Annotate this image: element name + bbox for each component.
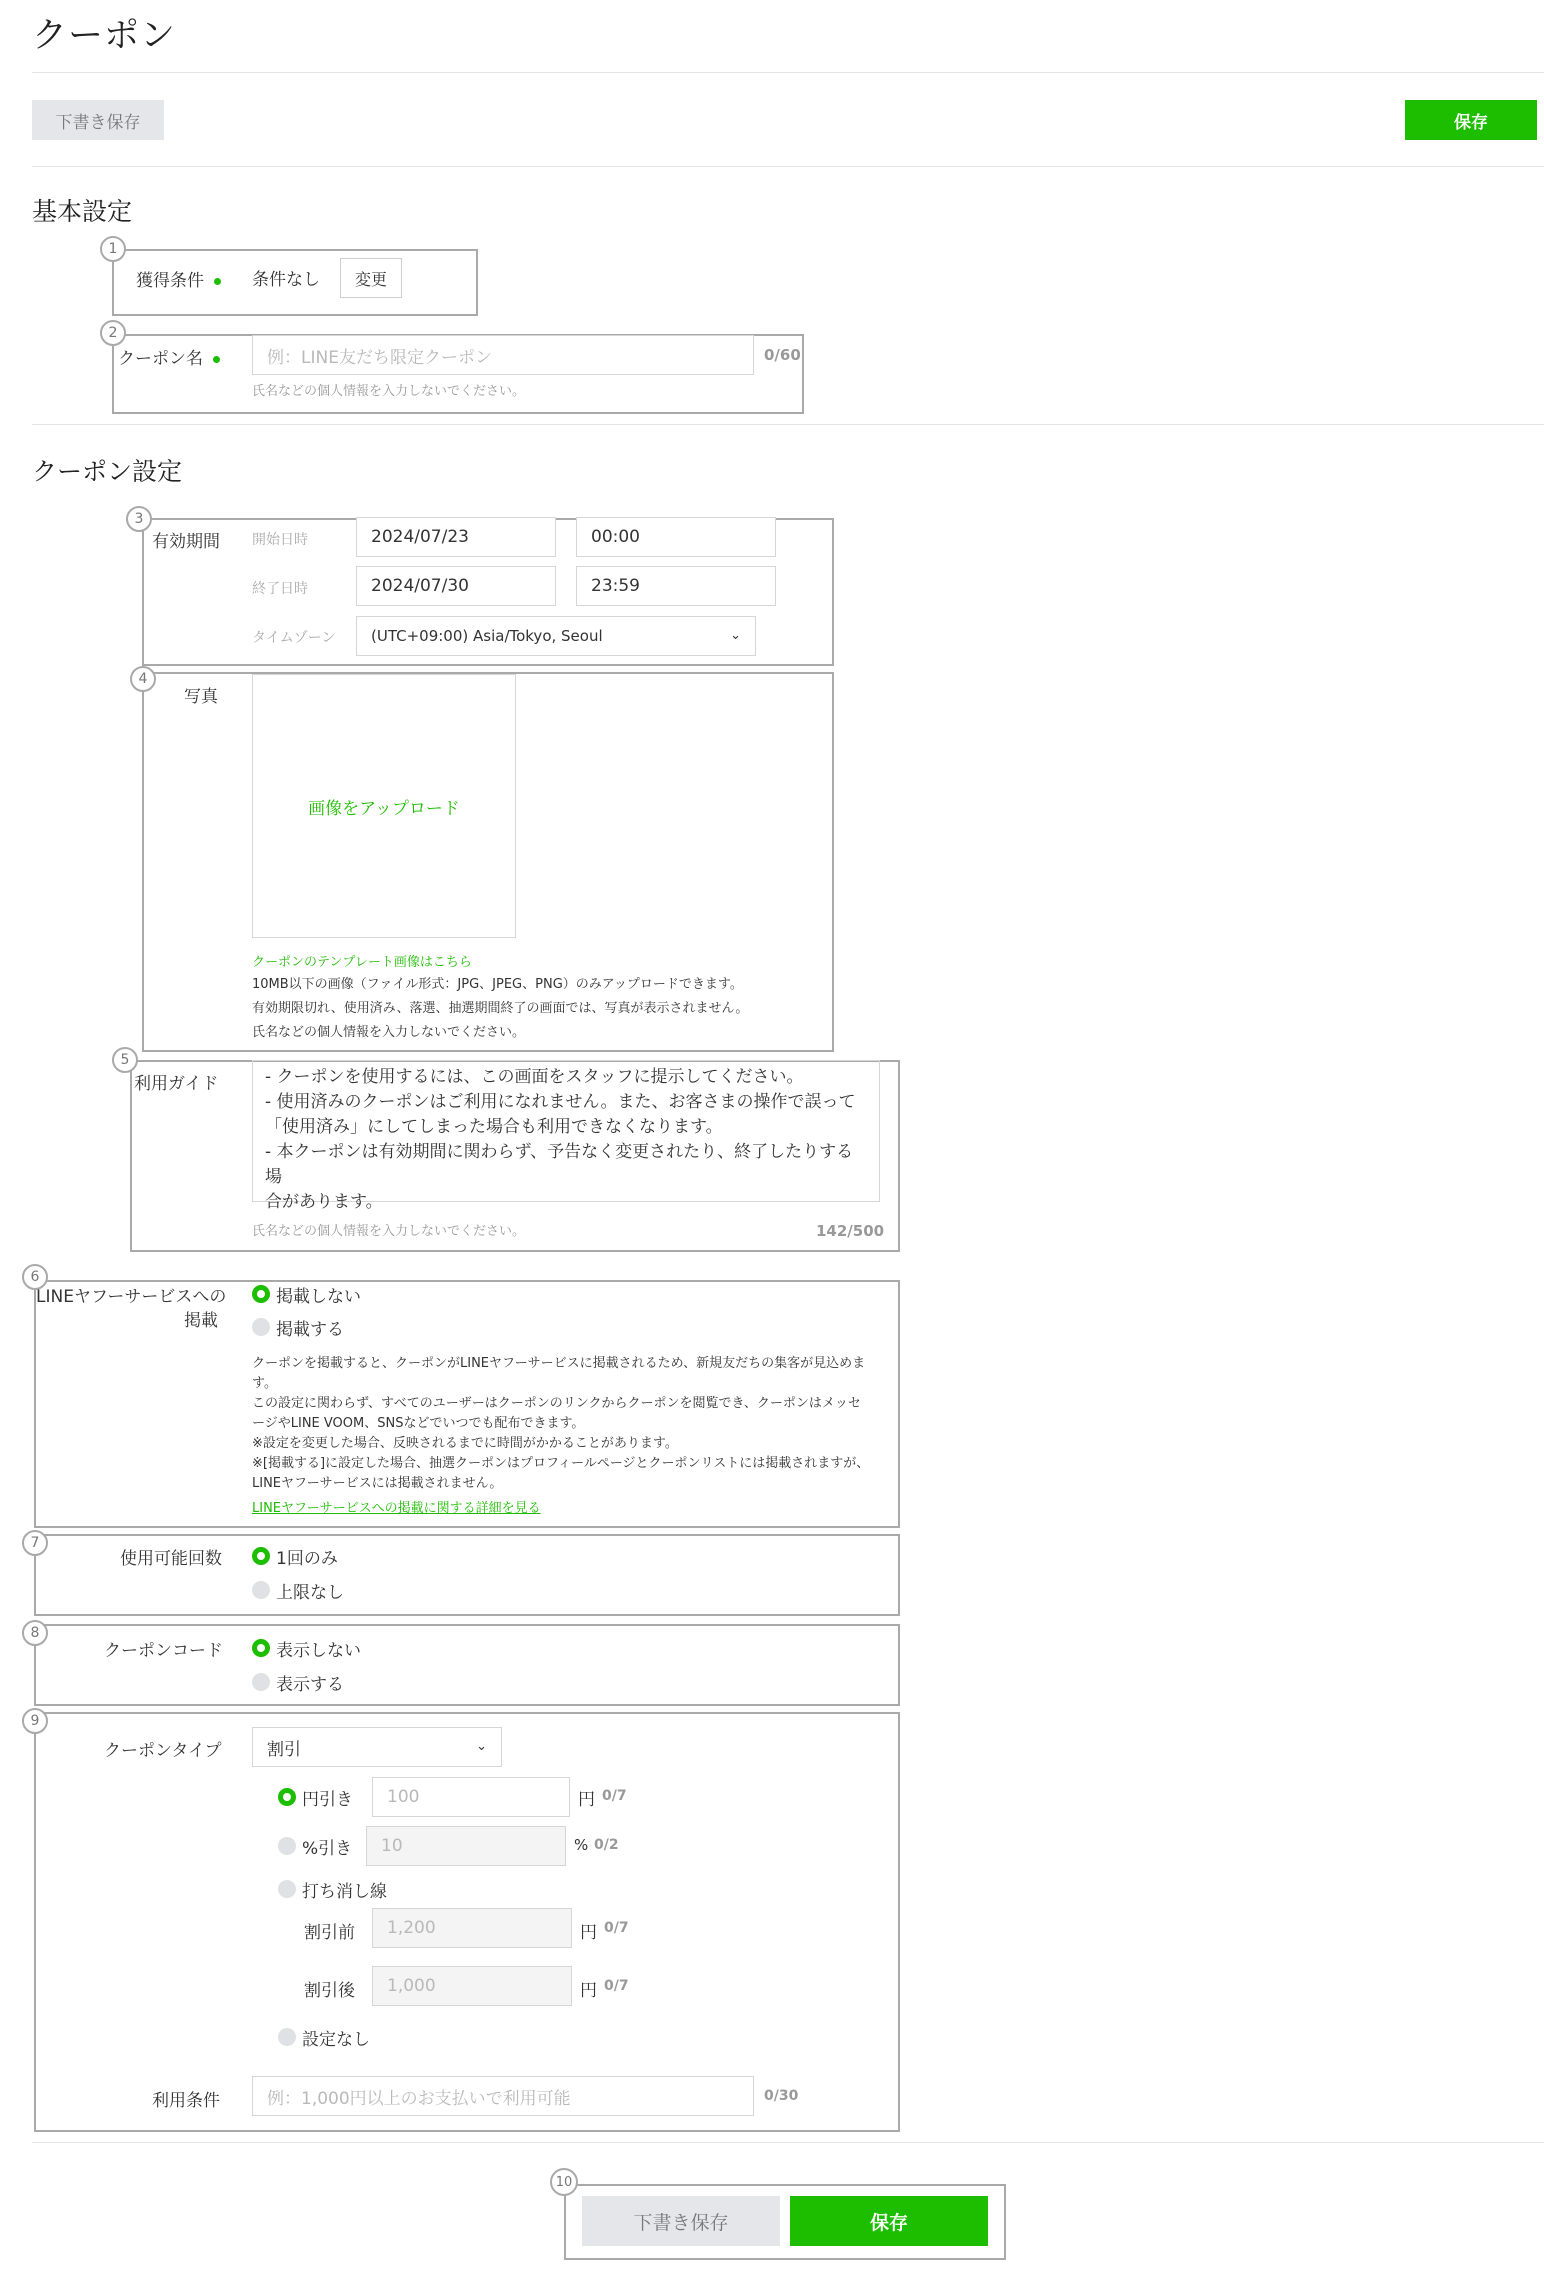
start-date-input[interactable]: 2024/07/23 xyxy=(356,517,556,557)
listing-note: LINEヤフーサービスには掲載されません。 xyxy=(252,1476,503,1491)
draft-save-button[interactable]: 下書き保存 xyxy=(32,100,164,140)
yen-off-label: 円引き xyxy=(302,1790,353,1810)
yen-off-input[interactable]: 100 xyxy=(372,1777,570,1817)
divider xyxy=(32,72,1544,73)
percent-count: 0/2 xyxy=(594,1837,619,1853)
end-date-input[interactable]: 2024/07/30 xyxy=(356,566,556,606)
radio-uses-once[interactable] xyxy=(252,1547,270,1565)
coupon-name-input[interactable]: 例：LINE友だち限定クーポン xyxy=(252,335,754,375)
photo-label: 写真 xyxy=(184,687,218,707)
after-count: 0/7 xyxy=(604,1978,629,1994)
marker-4: 4 xyxy=(130,666,156,692)
chevron-down-icon: ⌄ xyxy=(476,1739,487,1754)
radio-yen-off[interactable] xyxy=(278,1788,296,1806)
guide-count: 142/500 xyxy=(816,1222,885,1240)
divider xyxy=(32,2142,1544,2143)
marker-1: 1 xyxy=(100,236,126,262)
marker-6: 6 xyxy=(22,1264,48,1290)
end-label: 終了日時 xyxy=(252,581,308,597)
period-label: 有効期間 xyxy=(152,532,220,552)
yen-count: 0/7 xyxy=(602,1788,627,1804)
before-unit: 円 xyxy=(580,1923,597,1943)
upload-label: 画像をアップロード xyxy=(308,798,460,819)
radio-uses-unlimited[interactable] xyxy=(252,1581,270,1599)
percent-unit: % xyxy=(574,1836,589,1854)
section-title-basic: 基本設定 xyxy=(32,197,133,226)
after-unit: 円 xyxy=(580,1981,597,2001)
radio-percent-off[interactable] xyxy=(278,1837,296,1855)
listing-note: ※[掲載する]に設定した場合、抽選クーポンはプロフィールページとクーポンリストには掲載されますが、 xyxy=(252,1456,870,1471)
guide-note: 氏名などの個人情報を入力しないでください。 xyxy=(252,1224,526,1239)
marker-2: 2 xyxy=(100,320,126,346)
condition-label: 利用条件 xyxy=(152,2091,220,2111)
marker-9: 9 xyxy=(22,1708,48,1734)
coupon-type-select[interactable] xyxy=(252,1727,502,1767)
photo-note: 氏名などの個人情報を入力しないでください。 xyxy=(252,1025,526,1040)
uses-option-label: 上限なし xyxy=(276,1583,344,1603)
coupon-name-label: クーポン名 xyxy=(118,344,220,369)
listing-note: クーポンを掲載すると、クーポンがLINEヤフーサービスに掲載されるため、新規友だちの集客が見込めま xyxy=(252,1356,866,1371)
code-option-label: 表示しない xyxy=(276,1641,361,1661)
divider xyxy=(32,424,1544,425)
guide-textarea[interactable] xyxy=(252,1060,880,1212)
acquisition-value: 条件なし xyxy=(252,270,320,290)
guide-label: 利用ガイド xyxy=(134,1074,219,1094)
listing-label: 掲載 xyxy=(184,1311,218,1331)
guide-line: 合があります。 xyxy=(265,1192,383,1212)
marker-3: 3 xyxy=(126,506,152,532)
guide-line: - 本クーポンは有効期間に関わらず、予告なく変更されたり、終了したりする場 xyxy=(265,1142,854,1187)
coupon-name-count: 0/60 xyxy=(764,346,801,364)
listing-note: す。 xyxy=(252,1376,277,1391)
image-upload-area[interactable] xyxy=(252,674,516,938)
radio-listing-off[interactable] xyxy=(252,1285,270,1303)
marker-10: 10 xyxy=(550,2168,578,2196)
no-setting-label: 設定なし xyxy=(302,2030,370,2050)
radio-no-setting[interactable] xyxy=(278,2028,296,2046)
condition-count: 0/30 xyxy=(764,2088,799,2104)
chevron-down-icon: ⌄ xyxy=(730,628,741,643)
timezone-label: タイムゾーン xyxy=(252,630,336,646)
code-option-label: 表示する xyxy=(276,1675,344,1695)
after-price-input[interactable]: 1,000 xyxy=(372,1966,572,2006)
footer-save-button[interactable]: 保存 xyxy=(790,2196,988,2246)
footer-draft-save-button[interactable]: 下書き保存 xyxy=(582,2196,780,2246)
after-label: 割引後 xyxy=(304,1981,355,2001)
coupon-type-value: 割引 xyxy=(267,1739,301,1760)
listing-detail-link[interactable]: LINEヤフーサービスへの掲載に関する詳細を見る xyxy=(252,1501,541,1516)
type-label: クーポンタイプ xyxy=(104,1741,222,1761)
listing-note: この設定に関わらず、すべてのユーザーはクーポンのリンクからクーポンを閲覧でき、クーポンはメッセ xyxy=(252,1396,861,1411)
save-button[interactable]: 保存 xyxy=(1405,100,1537,140)
listing-option-label: 掲載する xyxy=(276,1320,344,1340)
listing-label: LINEヤフーサービスへの xyxy=(36,1287,227,1307)
acquisition-label: 獲得条件 xyxy=(136,266,221,291)
page-title: クーポン xyxy=(32,16,177,56)
guide-line: 「使用済み」にしてしまった場合も利用できなくなります。 xyxy=(265,1117,723,1137)
uses-label: 使用可能回数 xyxy=(120,1549,222,1569)
listing-note: ージやLINE VOOM、SNSなどでいつでも配布できます。 xyxy=(252,1416,585,1431)
percent-off-label: %引き xyxy=(302,1839,353,1859)
photo-note: 有効期限切れ、使用済み、落選、抽選期間終了の画面では、写真が表示されません。 xyxy=(252,1001,749,1016)
code-label: クーポンコード xyxy=(104,1641,223,1661)
section-title-coupon: クーポン設定 xyxy=(32,457,183,486)
listing-notes xyxy=(252,1354,869,1494)
marker-5: 5 xyxy=(112,1047,138,1073)
before-label: 割引前 xyxy=(304,1923,355,1943)
percent-off-input[interactable]: 10 xyxy=(366,1826,566,1866)
required-dot xyxy=(213,356,220,363)
listing-option-label: 掲載しない xyxy=(276,1287,361,1307)
change-button[interactable]: 変更 xyxy=(340,258,402,298)
required-dot xyxy=(214,278,221,285)
before-count: 0/7 xyxy=(604,1920,629,1936)
timezone-value: (UTC+09:00) Asia/Tokyo, Seoul xyxy=(371,627,603,645)
condition-input[interactable]: 例：1,000円以上のお支払いで利用可能 xyxy=(252,2076,754,2116)
radio-listing-on[interactable] xyxy=(252,1318,270,1336)
listing-note: ※設定を変更した場合、反映されるまでに時間がかかることがあります。 xyxy=(252,1436,678,1451)
start-label: 開始日時 xyxy=(252,532,308,548)
uses-option-label: 1回のみ xyxy=(276,1549,338,1569)
end-time-input[interactable]: 23:59 xyxy=(576,566,776,606)
guide-line: - 使用済みのクーポンはご利用になれません。また、お客さまの操作で誤って xyxy=(265,1092,856,1112)
timezone-select[interactable] xyxy=(356,616,756,656)
radio-code-hide[interactable] xyxy=(252,1639,270,1657)
photo-note: 10MB以下の画像（ファイル形式：JPG、JPEG、PNG）のみアップロードできます。 xyxy=(252,977,743,992)
divider xyxy=(32,166,1544,167)
coupon-name-note: 氏名などの個人情報を入力しないでください。 xyxy=(252,384,526,399)
radio-strikethrough[interactable] xyxy=(278,1880,296,1898)
strikethrough-label: 打ち消し線 xyxy=(302,1882,387,1902)
marker-8: 8 xyxy=(22,1620,48,1646)
marker-7: 7 xyxy=(22,1530,48,1556)
guide-line: - クーポンを使用するには、この画面をスタッフに提示してください。 xyxy=(265,1067,804,1087)
radio-code-show[interactable] xyxy=(252,1673,270,1691)
before-price-input[interactable]: 1,200 xyxy=(372,1908,572,1948)
start-time-input[interactable]: 00:00 xyxy=(576,517,776,557)
yen-unit: 円 xyxy=(578,1790,595,1810)
template-image-link[interactable]: クーポンのテンプレート画像はこちら xyxy=(252,955,472,970)
